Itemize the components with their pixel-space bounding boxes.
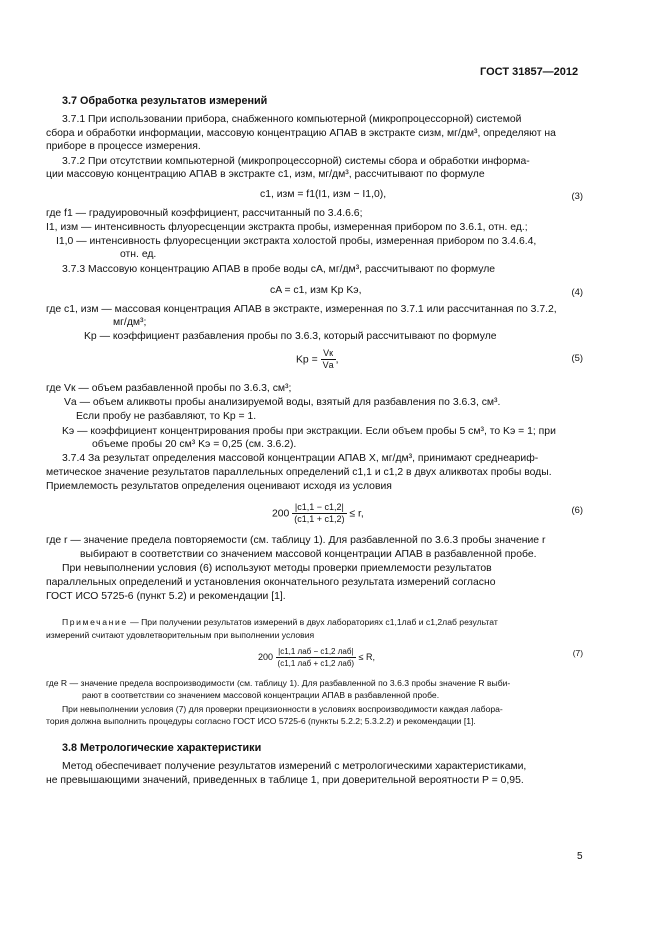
definition-line: Kэ — коэффициент концентрирования пробы при экстракции. Если объем пробы 5 см³, то Kэ = 1; при [62, 426, 556, 437]
definition-line: отн. ед. [120, 249, 157, 260]
formula-5-denominator: Vа [322, 360, 334, 370]
paragraph-line: 3.7.3 Массовую концентрацию АПАВ в пробе воды cA, мг/дм³, рассчитывают по формуле [62, 264, 496, 275]
paragraph-line: метическое значение результатов параллельных определений c1,1 и c1,2 в двух аликвотах пробы воды. [46, 467, 552, 478]
paragraph-line: При невыполнении условия (6) используют методы проверки приемлемости результатов [62, 563, 492, 574]
paragraph-line: 3.7.4 За результат определения массовой концентрации АПАВ X, мг/дм³, принимают среднеариф- [62, 453, 539, 464]
definition-line: мг/дм³; [113, 317, 147, 328]
paragraph-line: не превышающими значений, приведенных в таблице 1, при доверительной вероятности P = 0,95. [46, 775, 524, 786]
section-3-7-title: 3.7 Обработка результатов измерений [62, 95, 268, 107]
paragraph-line: ции массовую концентрацию АПАВ в экстракте c1, изм, мг/дм³, рассчитывают по формуле [46, 169, 485, 180]
equation-number-5: (5) [571, 352, 583, 363]
formula-5-fraction [321, 348, 336, 371]
definition-line: I1, изм — интенсивность флуоресценции экстракта пробы, измеренная прибором по 3.6.1, отн. ед.; [46, 222, 528, 233]
paragraph-line: ГОСТ ИСО 5725-6 (пункт 5.2) и рекомендации [1]. [46, 591, 286, 602]
formula-6-numerator: |c1,1 − c1,2| [292, 502, 346, 514]
definition-line: I1,0 — интенсивность флуоресценции экстракта холостой пробы, измеренная прибором по 3.4.6.4, [56, 236, 537, 247]
paragraph-line: Метод обеспечивает получение результатов измерений с метрологическими характеристиками, [62, 761, 527, 772]
definition-line: где f1 — градуировочный коэффициент, рассчитанный по 3.4.6.6; [46, 208, 363, 219]
page-number: 5 [577, 851, 583, 862]
formula-3: c1, изм = f1(I1, изм − I1,0), [260, 189, 387, 200]
formula-7-numerator: |c1,1 лаб − c1,2 лаб| [276, 646, 357, 658]
definition-line: Vа — объем аликвоты пробы анализируемой воды, взятый для разбавления по 3.6.3, см³. [64, 397, 501, 408]
note-text: — При получении результатов измерений в двух лабораториях c1,1лаб и c1,2лаб результат [127, 617, 498, 627]
equation-number-7: (7) [572, 648, 583, 658]
paragraph-line: приборе в процессе измерения. [46, 141, 201, 152]
paragraph-line: 3.7.2 При отсутствии компьютерной (микропроцессорной) системы сбора и обработки информа- [62, 156, 530, 167]
formula-6-coefficient: 200 [272, 508, 290, 520]
definition-line: выбирают в соответствии со значением массовой концентрации АПАВ в разбавленной пробе. [80, 549, 537, 560]
formula-5-left: Kр = [296, 354, 318, 366]
definition-line: объеме пробы 20 см³ Kэ = 0,25 (см. 3.6.2). [92, 439, 297, 450]
note-line: тория должна выполнить процедуры согласно ГОСТ ИСО 5725-6 (пункты 5.2.2; 5.3.2.2) и рекомендации [1]. [46, 716, 476, 726]
equation-number-6: (6) [571, 504, 583, 515]
paragraph-line: Приемлемость результатов определения оценивают исходя из условия [46, 481, 392, 492]
note-line: рают в соответствии со значением массовой концентрации АПАВ в разбавленной пробе. [82, 690, 440, 700]
paragraph-line: сбора и обработки информации, массовую концентрацию АПАВ в экстракте cизм, мг/дм³, определяют на [46, 128, 556, 139]
note-line: измерений считают удовлетворительным при выполнении условия [46, 630, 315, 640]
formula-6 [272, 502, 364, 525]
note-line [62, 617, 498, 628]
definition-line: где Vк — объем разбавленной пробы по 3.6.3, см³; [46, 383, 292, 394]
formula-7 [258, 646, 375, 669]
equation-number-4: (4) [571, 286, 583, 297]
note-label: Примечание [62, 617, 128, 627]
definition-line: где c1, изм — массовая концентрация АПАВ в экстракте, измеренная по 3.7.1 или рассчитанная по 3.7.2, [46, 304, 557, 315]
formula-5: Kр = $\frac{Vк}{Vа}$ , [296, 348, 339, 370]
formula-4: cA = c1, изм Kр Kэ, [270, 285, 362, 296]
formula-7-coefficient: 200 [258, 651, 274, 662]
formula-7-fraction [276, 646, 357, 669]
formula-7-rhs: ≤ R, [358, 651, 376, 662]
formula-5-numerator: Vк [321, 348, 336, 360]
document-header: ГОСТ 31857—2012 [480, 66, 579, 78]
formula-7-denominator: (c1,1 лаб + c1,2 лаб) [277, 659, 355, 668]
formula-6-rhs: ≤ r, [349, 508, 364, 520]
section-3-8-title: 3.8 Метрологические характеристики [62, 742, 262, 754]
definition-line: Kр — коэффициент разбавления пробы по 3.6.3, который рассчитывают по формуле [84, 331, 497, 342]
formula-6-fraction [292, 502, 346, 525]
definition-line: Если пробу не разбавляют, то Kр = 1. [76, 411, 257, 422]
formula-6-denominator: (c1,1 + c1,2) [294, 514, 345, 524]
note-line: где R — значение предела воспроизводимости (см. таблицу 1). Для разбавленной по 3.6.3 пробы значение R выби- [46, 678, 511, 688]
definition-line: где r — значение предела повторяемости (см. таблицу 1). Для разбавленной по 3.6.3 пробы значение r [46, 535, 546, 546]
paragraph-line: 3.7.1 При использовании прибора, снабженного компьютерной (микропроцессорной) системой [62, 114, 522, 125]
equation-number-3: (3) [571, 190, 583, 201]
note-line: При невыполнении условия (7) для проверки прецизионности в условиях воспроизводимости каждая лабора- [62, 704, 503, 714]
paragraph-line: параллельных определений и установления окончательного результата измерений согласно [46, 577, 496, 588]
